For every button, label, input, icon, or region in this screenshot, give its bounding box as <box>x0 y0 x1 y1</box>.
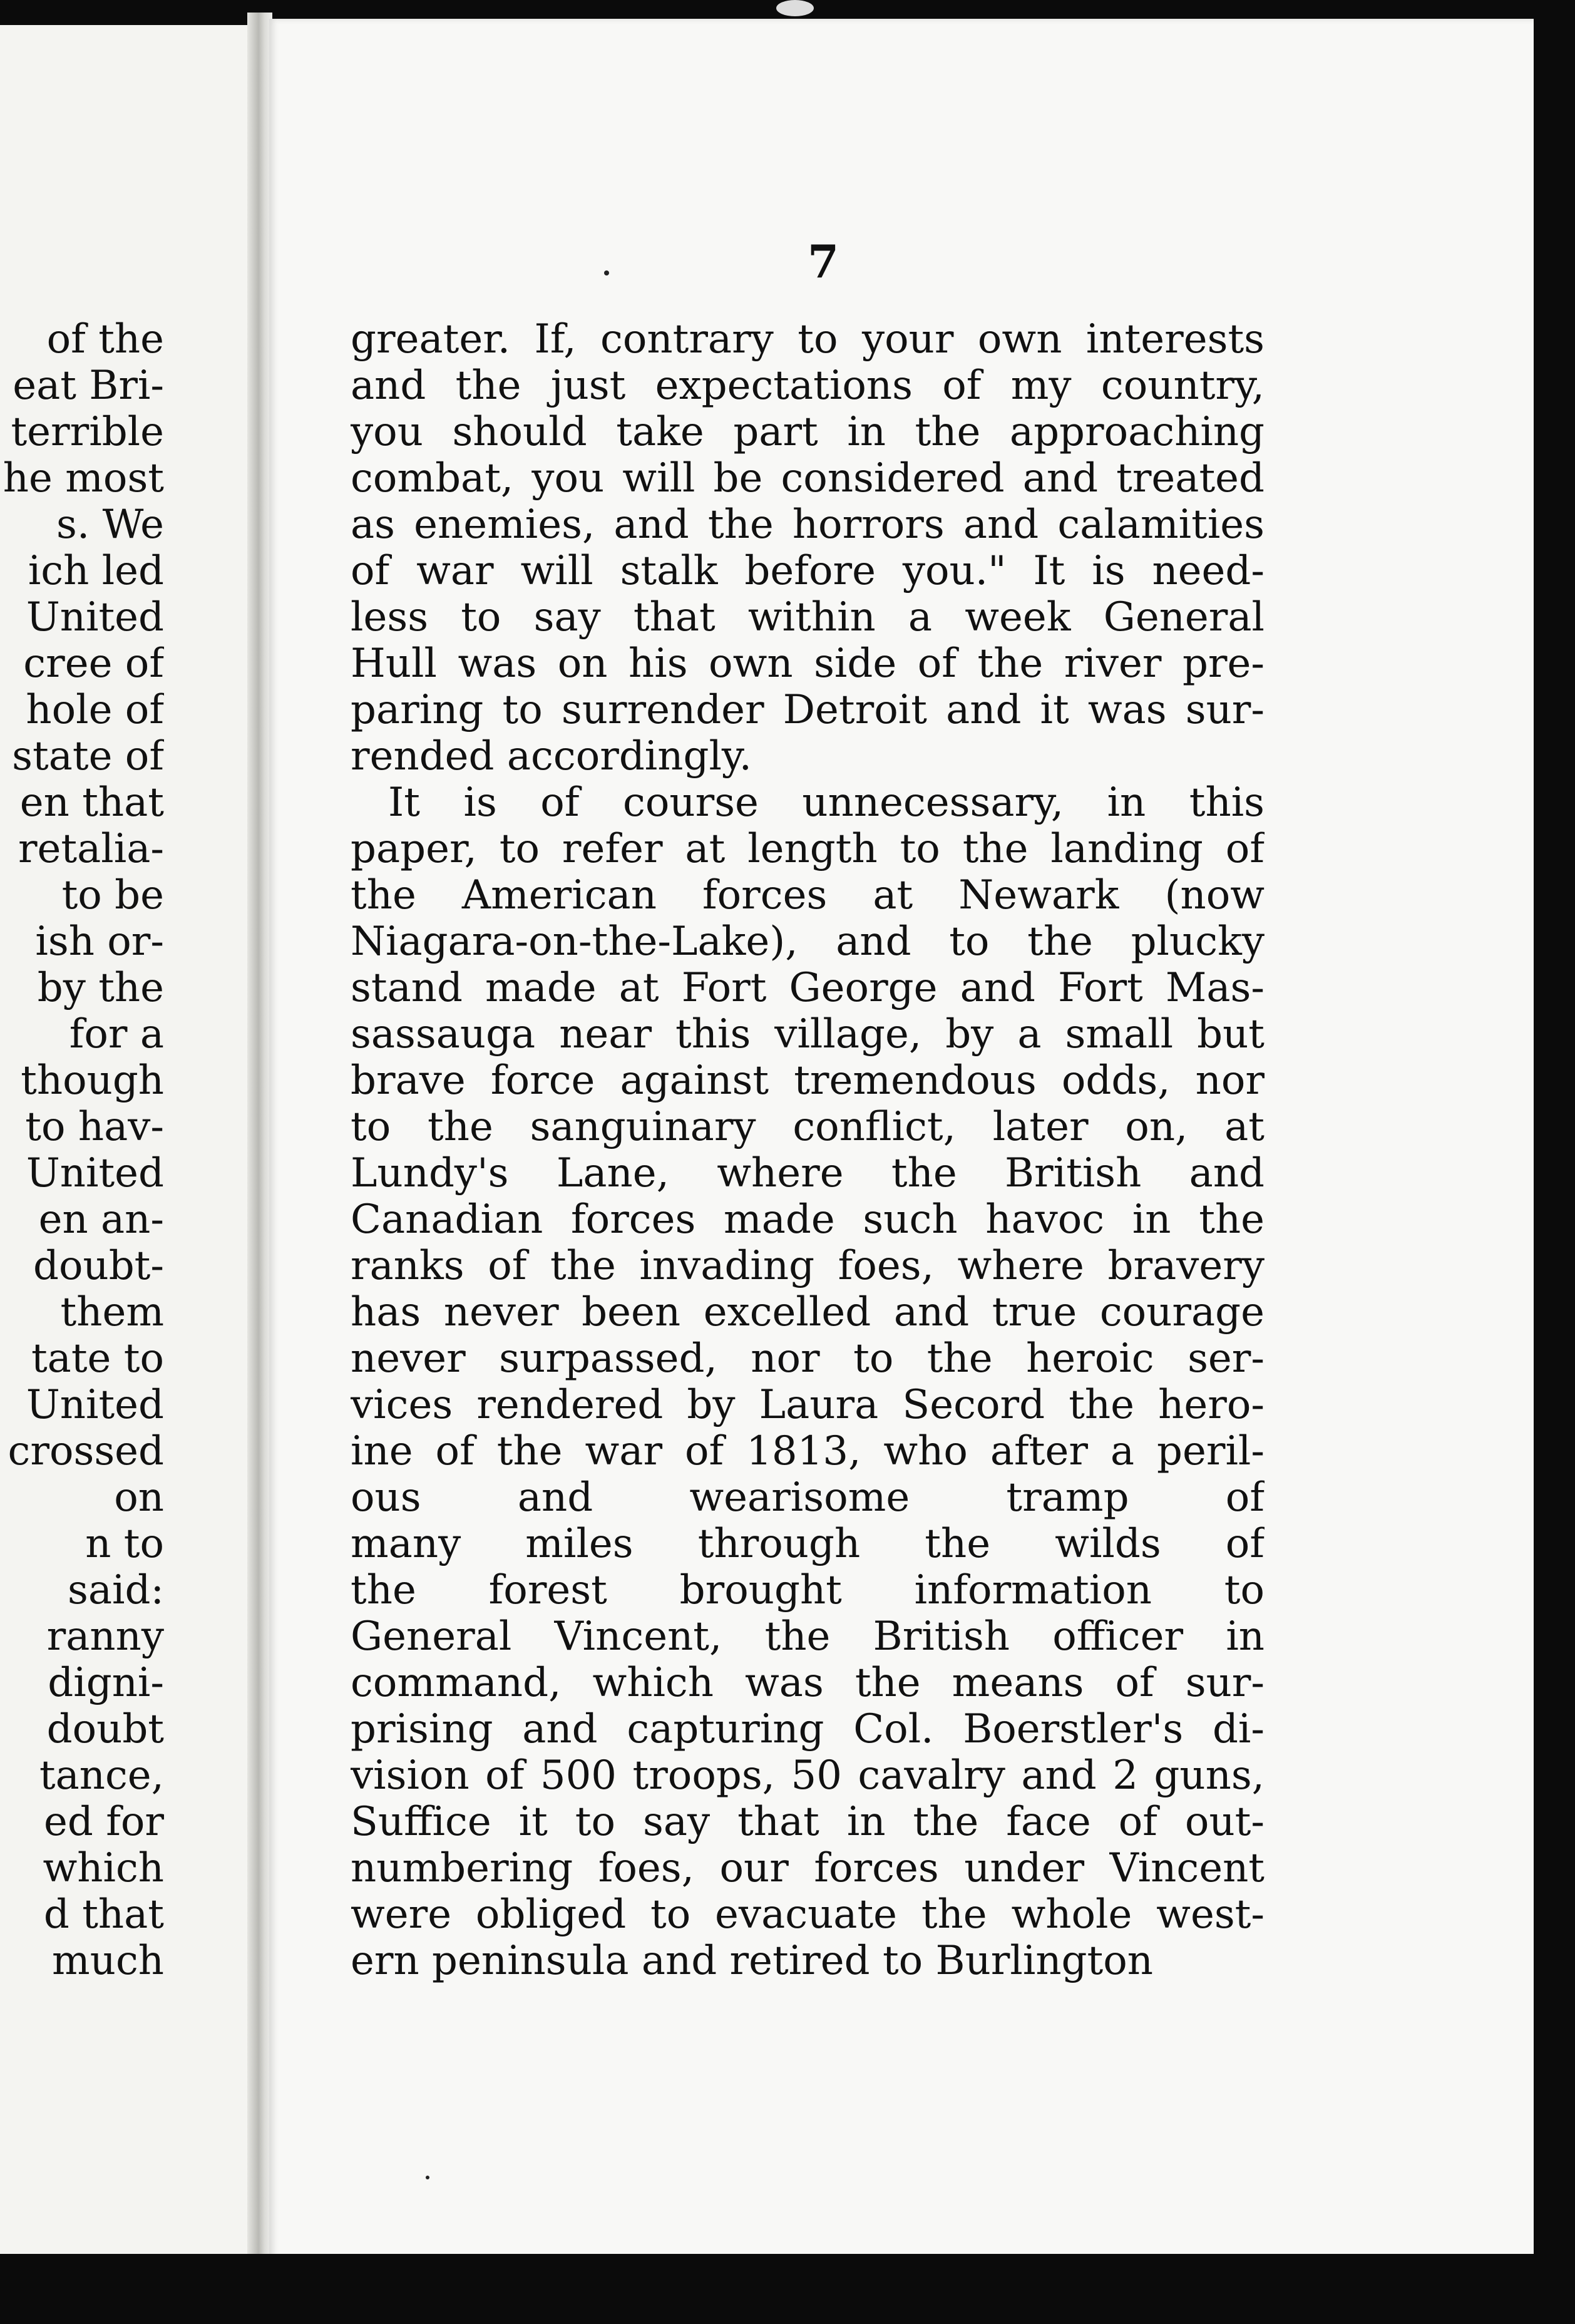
left-text-fragment: to be <box>61 872 164 918</box>
left-text-fragment: tate to <box>31 1335 164 1382</box>
text-line: ous and wearisome tramp of <box>351 1474 1265 1521</box>
text-line: rended accordingly. <box>351 733 752 779</box>
text-line: Lundy's Lane, where the British and <box>351 1150 1265 1196</box>
left-text-fragment: digni- <box>48 1660 164 1706</box>
text-line: were obliged to evacuate the whole west- <box>351 1891 1265 1938</box>
text-line: prising and capturing Col. Boerstler's di- <box>351 1706 1265 1752</box>
text-line: paper, to refer at length to the landing of <box>351 826 1265 872</box>
left-text-fragment: en that <box>19 779 164 826</box>
scan-speck <box>776 0 814 16</box>
text-line: sassauga near this village, by a small but <box>351 1011 1265 1057</box>
left-text-fragment: ish or- <box>35 918 164 965</box>
text-line: as enemies, and the horrors and calamities <box>351 501 1265 548</box>
left-text-fragment: terrible <box>11 409 164 455</box>
left-text-fragment: crossed <box>8 1428 164 1474</box>
left-text-fragment: which <box>43 1845 164 1891</box>
text-line: ranks of the invading foes, where bravery <box>351 1243 1265 1289</box>
text-line: less to say that within a week General <box>351 594 1265 640</box>
text-line: the American forces at Newark (now <box>351 872 1265 918</box>
text-line: never surpassed, nor to the heroic ser- <box>351 1335 1265 1382</box>
text-line: brave force against tremendous odds, nor <box>351 1057 1265 1104</box>
scan-border-right <box>1534 25 1575 2324</box>
text-line: vision of 500 troops, 50 cavalry and 2 guns, <box>351 1752 1265 1799</box>
text-line: to the sanguinary conflict, later on, at <box>351 1104 1265 1150</box>
text-line: General Vincent, the British officer in <box>351 1613 1265 1660</box>
text-line: Hull was on his own side of the river pre- <box>351 640 1265 687</box>
left-page-text-fragments <box>0 316 164 1984</box>
left-text-fragment: eat Bri- <box>13 362 164 409</box>
left-text-fragment: s. We <box>56 501 164 548</box>
text-line: command, which was the means of sur- <box>351 1660 1265 1706</box>
page-number: 7 <box>808 235 839 288</box>
text-line: many miles through the wilds of <box>351 1521 1265 1567</box>
left-text-fragment: en an- <box>38 1196 164 1243</box>
left-text-fragment: by the <box>37 965 164 1011</box>
left-text-fragment: doubt- <box>33 1243 164 1289</box>
text-line: has never been excelled and true courage <box>351 1289 1265 1335</box>
left-text-fragment: ed for <box>44 1799 164 1845</box>
left-text-fragment: tance, <box>39 1752 164 1799</box>
left-text-fragment: on <box>114 1474 164 1521</box>
left-text-fragment: United <box>26 1150 164 1196</box>
text-line: paring to surrender Detroit and it was sur- <box>351 687 1265 733</box>
left-text-fragment: to hav- <box>25 1104 164 1150</box>
left-text-fragment: much <box>52 1938 164 1984</box>
text-line: vices rendered by Laura Secord the hero- <box>351 1382 1265 1428</box>
text-line: ine of the war of 1813, who after a peril- <box>351 1428 1265 1474</box>
text-line: greater. If, contrary to your own interests <box>351 316 1265 362</box>
text-line: Canadian forces made such havoc in the <box>351 1196 1265 1243</box>
left-text-fragment: United <box>26 1382 164 1428</box>
scan-border-bottom <box>0 2254 1575 2324</box>
scan-speck <box>604 270 609 275</box>
left-text-fragment: said: <box>68 1567 164 1613</box>
left-text-fragment: doubt <box>46 1706 164 1752</box>
left-text-fragment: hole of <box>26 687 164 733</box>
text-line: stand made at Fort George and Fort Mas- <box>351 965 1265 1011</box>
text-line: and the just expectations of my country, <box>351 362 1265 409</box>
left-text-fragment: ranny <box>46 1613 164 1660</box>
scan-speck <box>426 2176 429 2179</box>
text-line: of war will stalk before you." It is need- <box>351 548 1265 594</box>
text-line: numbering foes, our forces under Vincent <box>351 1845 1265 1891</box>
left-text-fragment: ich led <box>28 548 164 594</box>
text-line: combat, you will be considered and treated <box>351 455 1265 501</box>
book-gutter <box>247 13 272 2304</box>
text-line: you should take part in the approaching <box>351 409 1265 455</box>
main-text-column <box>351 316 1265 1984</box>
left-text-fragment: though <box>21 1057 164 1104</box>
left-text-fragment: n to <box>85 1521 164 1567</box>
text-line: Suffice it to say that in the face of out- <box>351 1799 1265 1845</box>
left-text-fragment: he most <box>3 455 164 501</box>
text-line: It is of course unnecessary, in this <box>388 779 1265 826</box>
left-text-fragment: for a <box>69 1011 164 1057</box>
left-text-fragment: cree of <box>23 640 164 687</box>
text-line: Niagara-on-the-Lake), and to the plucky <box>351 918 1265 965</box>
left-text-fragment: United <box>26 594 164 640</box>
left-text-fragment: them <box>60 1289 164 1335</box>
left-text-fragment: state of <box>12 733 164 779</box>
left-text-fragment: retalia- <box>18 826 164 872</box>
text-line: ern peninsula and retired to Burlington <box>351 1938 1153 1984</box>
left-text-fragment: of the <box>46 316 164 362</box>
text-line: the forest brought information to <box>351 1567 1265 1613</box>
left-text-fragment: d that <box>43 1891 164 1938</box>
